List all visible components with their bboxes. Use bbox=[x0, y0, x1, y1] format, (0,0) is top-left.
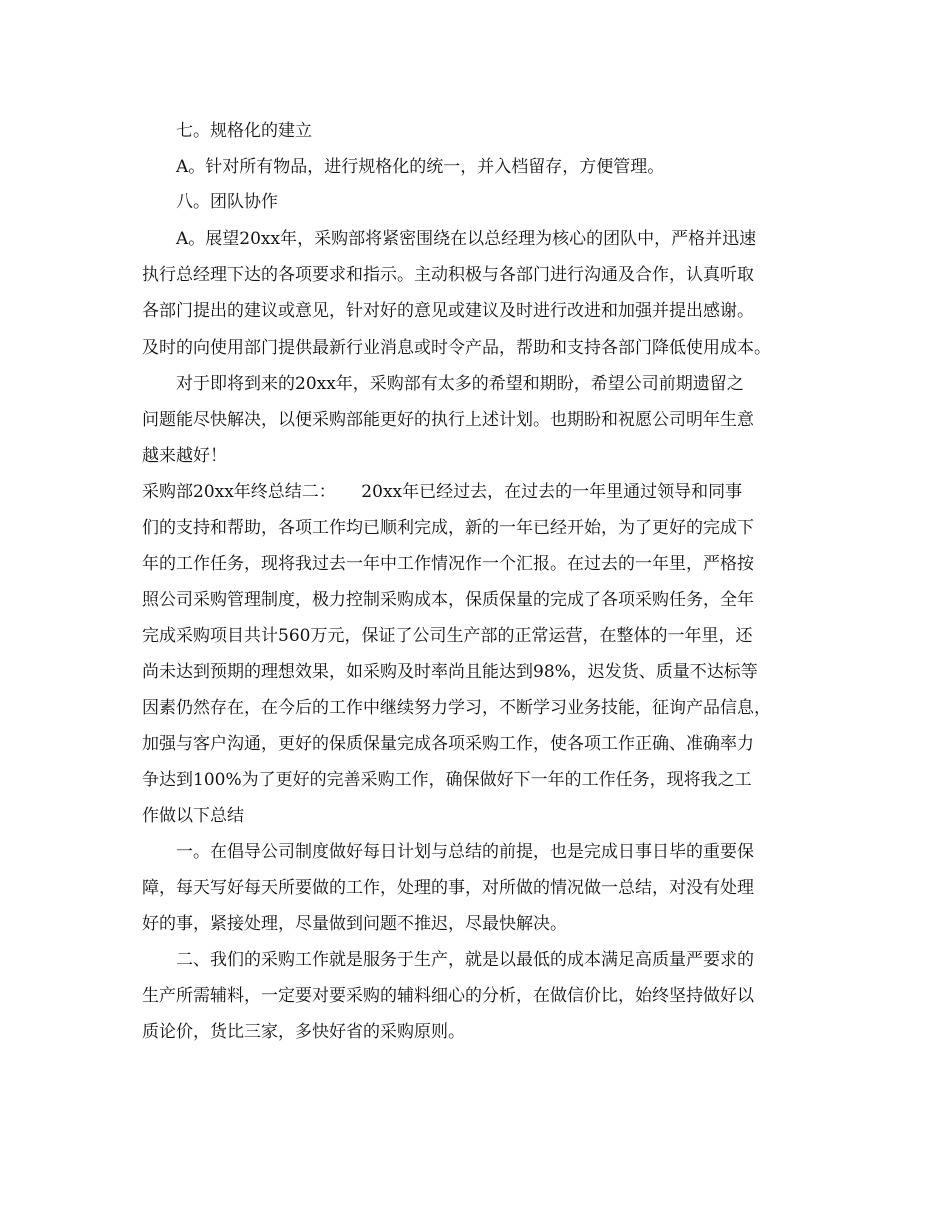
paragraph-line: 执行总经理下达的各项要求和指示。主动积极与各部门进行沟通及合作，认真听取 bbox=[142, 265, 754, 285]
paragraph-line: 质论价，货比三家，多快好省的采购原则。 bbox=[142, 1022, 465, 1042]
paragraph-line: 越来越好！ bbox=[142, 446, 227, 466]
paragraph-line: 争达到100%为了更好的完善采购工作，确保做好下一年的工作任务，现将我之工 bbox=[142, 770, 752, 790]
paragraph-line: 问题能尽快解决，以便采购部能更好的执行上述计划。也期盼和祝愿公司明年生意 bbox=[142, 410, 754, 430]
paragraph-line: 二、我们的采购工作就是服务于生产，就是以最低的成本满足高质量严要求的 bbox=[176, 950, 754, 970]
section-heading-7: 七。规格化的建立 bbox=[176, 121, 312, 141]
summary-two-title-line: 采购部20xx年终总结二： 20xx年已经过去，在过去的一年里通过领导和同事 bbox=[142, 482, 743, 502]
paragraph-line: 因素仍然存在，在今后的工作中继续努力学习，不断学习业务技能，征询产品信息， bbox=[142, 698, 771, 718]
paragraph-line: A。展望20xx年，采购部将紧密围绕在以总经理为核心的团队中，严格并迅速 bbox=[176, 229, 757, 249]
paragraph-line: 照公司采购管理制度，极力控制采购成本，保质保量的完成了各项采购任务，全年 bbox=[142, 590, 754, 610]
paragraph-line: 障，每天写好每天所要做的工作，处理的事，对所做的情况做一总结，对没有处理 bbox=[142, 878, 754, 898]
paragraph-line: 生产所需辅料，一定要对要采购的辅料细心的分析，在做信价比，始终坚持做好以 bbox=[142, 986, 754, 1006]
paragraph-line: 各部门提出的建议或意见，针对好的意见或建议及时进行改进和加强并提出感谢。 bbox=[142, 301, 754, 321]
section-heading-8: 八。团队协作 bbox=[176, 192, 278, 212]
paragraph-line: 及时的向使用部门提供最新行业消息或时令产品，帮助和支持各部门降低使用成本。 bbox=[142, 338, 771, 358]
paragraph-line: 对于即将到来的20xx年，采购部有太多的希望和期盼，希望公司前期遗留之 bbox=[176, 374, 744, 394]
paragraph-line: 完成采购项目共计560万元，保证了公司生产部的正常运营，在整体的一年里，还 bbox=[142, 626, 753, 646]
paragraph-line: 年的工作任务，现将我过去一年中工作情况作一个汇报。在过去的一年里，严格按 bbox=[142, 554, 754, 574]
paragraph-line: 加强与客户沟通，更好的保质保量完成各项采购工作，使各项工作正确、准确率力 bbox=[142, 734, 754, 754]
paragraph-line: 一。在倡导公司制度做好每日计划与总结的前提，也是完成日事日毕的重要保 bbox=[176, 842, 754, 862]
paragraph-line: 尚未达到预期的理想效果，如采购及时率尚且能达到98%，迟发货、质量不达标等 bbox=[142, 662, 758, 682]
paragraph-line: 作做以下总结 bbox=[142, 806, 244, 826]
paragraph-line: 们的支持和帮助，各项工作均已顺利完成，新的一年已经开始，为了更好的完成下 bbox=[142, 518, 754, 538]
paragraph-line: 好的事，紧接处理，尽量做到问题不推迟，尽最快解决。 bbox=[142, 914, 567, 934]
paragraph-line: A。针对所有物品，进行规格化的统一，并入档留存，方便管理。 bbox=[176, 157, 665, 177]
